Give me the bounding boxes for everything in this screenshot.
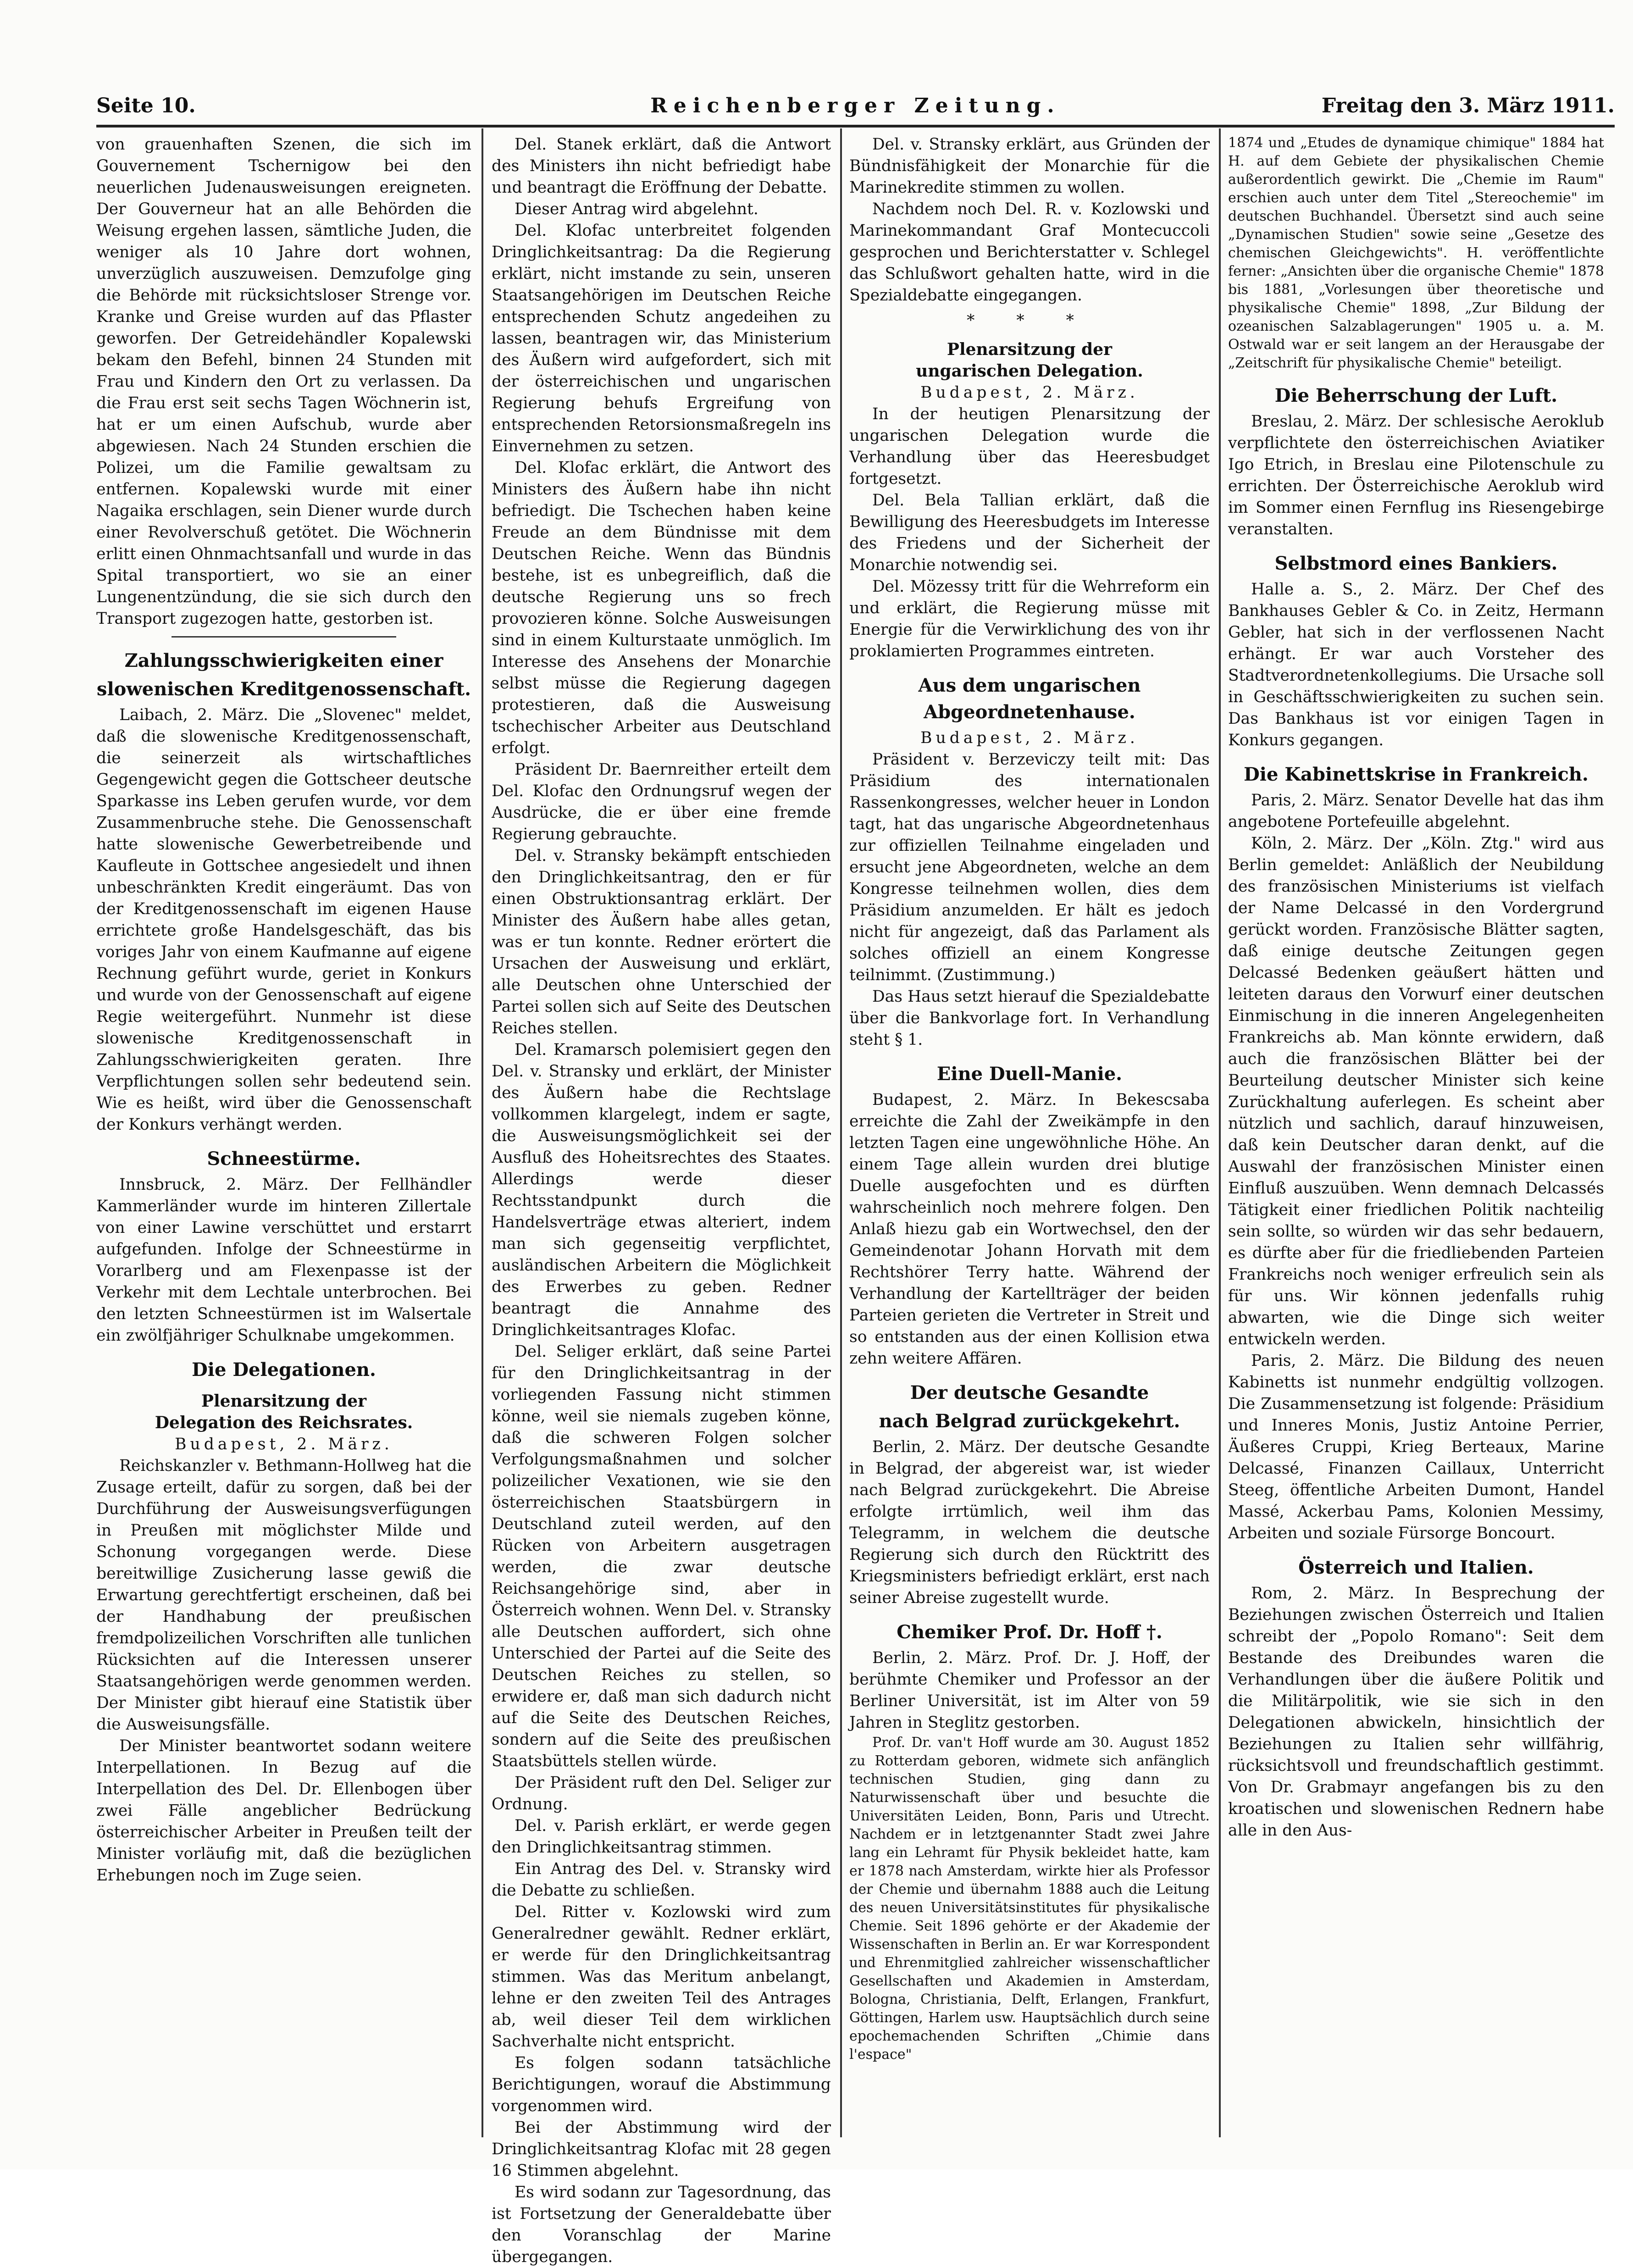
article-paragraph: Budapest, 2. März. In Bekescsaba erreichte die Zahl der Zweikämpfe in den letzten Tagen eine ungewöhnliche Höhe. An einem Tage allein wurden drei blutige Duelle ausgefochten und es dürften wahrscheinlich noch mehrere folgen. Den Anlaß hiezu gab ein Wortwechsel, den der Gemeindenotar Johann Horvath mit dem Rechtshörer Terry hatte. Während der Verhandlung der Kartellträger der beiden Parteien gerieten die Vertreter in Streit und so entstanden aus der einen Kollision etwa zehn weitere Affären. <box>849 1091 1210 1368</box>
article-paragraph: Paris, 2. März. Senator Develle hat das ihm angebotene Portefeuille abgelehnt. <box>1228 791 1604 831</box>
article-paragraph: Der Präsident ruft den Del. Seliger zur Ordnung. <box>492 1774 831 1813</box>
article-paragraph: Dieser Antrag wird abgelehnt. <box>515 200 758 218</box>
headline: Selbstmord eines Bankiers. <box>1274 553 1558 574</box>
article-paragraph: von grauenhaften Szenen, die sich im Gouvernement Tschernigow bei den neuerlichen Judenausweisungen ereigneten. Der Gouverneur hat an alle Behörden die Weisung ergehen lassen, sämtliche Juden, die weniger als 10 Jahre dort wohnen, unverzüglich auszuweisen. Demzufolge ging die Behörde mit rücksichtsloser Strenge vor. Kranke und Greise wurden auf das Pflaster geworfen. Der Getreidehändler Kopalewski bekam den Befehl, binnen 24 Stunden mit Frau und Kindern den Ort zu verlassen. Da die Frau erst seit sechs Tagen Wöchnerin ist, hat er um einen Aufschub, wurde aber abgewiesen. Nach 24 Stunden erschien die Polizei, um die Familie gewaltsam zu entfernen. Kopalewski wurde mit einer Nagaika erschlagen, sein Diener wurde durch einer Revolverschuß getötet. Die Wöchnerin erlitt einen Ohnmachtsanfall und wurde in das Spital transportiert, wo sie an einer Lungenentzündung, die sie sich durch den Transport zugezogen hatte, gestorben ist. <box>96 135 471 628</box>
article-paragraph: Del. Klofac erklärt, die Antwort des Ministers des Äußern habe ihn nicht befriedigt. Die Tschechen haben keine Freude an dem Bündnisse mit dem Deutschen Reiche. Wenn das Bündnis bestehe, ist es unbegreiflich, daß die deutsche Regierung uns so frech provozieren könne. Solche Ausweisungen sind in einem Kulturstaate unmöglich. Im Interesse des Ansehens der Monarchie selbst müsse die Regierung dagegen protestieren, daß die Ausweisung tschechischer Arbeiter aus Deutschland erfolgt. <box>492 459 831 757</box>
article-paragraph: Bei der Abstimmung wird der Dringlichkeitsantrag Klofac mit 28 gegen 16 Stimmen abgelehnt. <box>492 2118 831 2180</box>
column-rule <box>482 128 483 2137</box>
article-paragraph: Rom, 2. März. In Besprechung der Beziehungen zwischen Österreich und Italien schreibt der „Popolo Romano": Seit dem Bestande des Dreibundes waren die Verhandlungen über die äußere Politik und die Militärpolitik, wie sie sich in den Delegationen abwickeln, hinsichtlich der Beziehungen zu Italien sehr willfährig, rücksichtsvoll und freundschaftlich gestimmt. Von Dr. Grabmayr angefangen bis zu den kroatischen und slowenischen Rednern habe alle in den Aus- <box>1228 1584 1604 1840</box>
article-paragraph: Laibach, 2. März. Die „Slovenec" meldet, daß die slowenische Kreditgenossenschaft, die seinerzeit als wirtschaftliches Gegengewicht gegen die Gottscheer deutsche Sparkasse ins Leben gerufen wurde, vor dem Zusammenbruche stehe. Die Genossenschaft hatte slowenische Gewerbetreibende und Kaufleute in Gottschee angesiedelt und ihnen unbeschränkten Kredit eingeräumt. Das von der Kreditgenossenschaft im eigenen Hause errichtete große Handelsgeschäft, das bis voriges Jahr von einem Kaufmanne auf eigene Rechnung geführt wurde, geriet in Konkurs und wurde von der Genossenschaft auf eigene Regie weitergeführt. Nunmehr ist diese slowenische Kreditgenossenschaft in Zahlungsschwierigkeiten geraten. Ihre Verpflichtungen sollen sehr bedeutend sein. Wie es heißt, wird über die Genossenschaft der Konkurs verhängt werden. <box>96 706 471 1134</box>
dateline: Budapest, 2. März. <box>920 383 1139 402</box>
headline: Österreich und Italien. <box>1298 1557 1534 1578</box>
article-paragraph: Halle a. S., 2. März. Der Chef des Bankhauses Gebler & Co. in Zeitz, Hermann Gebler, hat sich in der verflossenen Nacht erhängt. Er war auch Vorsteher des Stadtverordnetenkollegiums. Die Ursache soll in Geschäftsschwierigkeiten zu suchen sein. Das Bankhaus ist vor einigen Tagen in Konkurs gegangen. <box>1228 580 1604 749</box>
article-paragraph: Del. v. Parish erklärt, er werde gegen den Dringlichkeitsantrag stimmen. <box>492 1817 831 1857</box>
headline: Der deutsche Gesandte <box>910 1382 1149 1403</box>
article-paragraph: Prof. Dr. van't Hoff wurde am 30. August 1852 zu Rotterdam geboren, widmete sich anfänglich technischen Studien, ging dann zu Naturwissenschaft über und besuchte die Universitäten Leiden, Bonn, Paris und Utrecht. Nachdem er in letztgenannter Stadt zwei Jahre lang ein Lehramt für Physik bekleidet hatte, kam er 1878 nach Amsterdam, wirkte hier als Professor der Chemie und übernahm 1888 auch die Leitung des neuen Universitätsinstitutes für physikalische Chemie. Seit 1896 gehörte er der Akademie der Wissenschaften in Berlin an. Er war Korrespondent und Ehrenmitglied zahlreicher wissenschaftlicher Gesellschaften und Akademien in Amsterdam, Bologna, Christiania, Delft, Erlangen, Frankfurt, Göttingen, Harlem usw. Hauptsächlich durch seine epochemachenden Schriften „Chimie dans l'espace" <box>849 1735 1210 2063</box>
article-paragraph: Ein Antrag des Del. v. Stransky wird die Debatte zu schließen. <box>492 1860 831 1900</box>
column-4 <box>1228 134 1604 2143</box>
column-2 <box>492 134 831 2266</box>
article-paragraph: Breslau, 2. März. Der schlesische Aeroklub verpflichtete den österreichischen Aviatiker Igo Etrich, in Breslau eine Pilotenschule zu errichten. Der Österreichische Aeroklub wird im Sommer einen Fernflug ins Riesengebirge veranstalten. <box>1228 412 1604 538</box>
headline: Aus dem ungarischen Abgeordnetenhause. <box>918 675 1141 723</box>
article-paragraph: Berlin, 2. März. Der deutsche Gesandte in Belgrad, der abgereist war, ist wieder nach Belgrad zurückgekehrt. Die Abreise erfolgte irrtümlich, weil ihm das Telegramm, in welchem die deutsche Regierung sich durch den Rücktritt des Kriegsministers befriedigt erklärt, erst nach seiner Abreise zugestellt wurde. <box>849 1438 1210 1607</box>
headline: Eine Duell-Manie. <box>936 1063 1123 1085</box>
issue-date: Freitag den 3. März 1911. <box>1321 94 1615 117</box>
article-paragraph: Innsbruck, 2. März. Der Fellhändler Kammerländer wurde im hinteren Zillertale von einer Lawine verschüttet und erstarrt aufgefunden. Infolge der Schneestürme in Vorarlberg und am Flexenpasse ist der Verkehr mit dem Lechtale unterbrochen. Bei den letzten Schneestürmen ist im Walsertale ein zwölfjähriger Schulknabe umgekommen. <box>96 1176 471 1345</box>
article-paragraph: Del. v. Stransky bekämpft entschieden den Dringlichkeitsantrag, den er für einen Obstruktionsantrag erklärt. Der Minister des Äußern habe alles getan, was er tun konnte. Redner erörtert die Ursachen der Ausweisung und erklärt, alle Deutschen ohne Unterschied der Partei sollen sich auf Seite des Deutschen Reiches stellen. <box>492 847 831 1037</box>
article-paragraph: Del. Bela Tallian erklärt, daß die Bewilligung des Heeresbudgets im Interesse des Friedens und der Sicherheit der Monarchie notwendig sei. <box>849 491 1210 574</box>
headline: Die Kabinettskrise in Frankreich. <box>1244 764 1589 785</box>
newspaper-title: Reichenberger Zeitung. <box>650 94 1061 117</box>
subheadline: ungarischen Delegation. <box>916 361 1143 381</box>
article-paragraph: Der Minister beantwortet sodann weitere Interpellationen. In Bezug auf die Interpellation des Del. Dr. Ellenbogen über zwei Fälle angeblicher Bedrückung österreichischer Arbeiter in Preußen teilt der Minister vorläufig mit, daß die bezüglichen Erhebungen noch im Zuge seien. <box>96 1737 471 1885</box>
headline: nach Belgrad zurückgekehrt. <box>879 1410 1180 1432</box>
article-paragraph: Köln, 2. März. Der „Köln. Ztg." wird aus Berlin gemeldet: Anläßlich der Neubildung des französischen Ministeriums ist vielfach der Name Delcassé in den Vordergrund gerückt worden. Französische Blätter sagten, daß einige deutsche Zeitungen gegen Delcassé Bedenken geäußert hätten und leiteten daraus den Vorwurf einer deutschen Einmischung in die inneren Angelegenheiten Frankreichs ab. Man könnte erwidern, daß auch die französischen Blätter bei der Beurteilung deutscher Minister sich keine Zurückhaltung auferlegen. Es scheint aber nützlich und sachlich, darauf hinzuweisen, daß kein Deutscher daran denkt, auf die Auswahl der französischen Minister einen Einfluß auszuüben. Wenn demnach Delcassés Tätigkeit einer friedlichen Politik nachteilig sein sollte, so würden wir das sehr bedauern, es dürfte aber für die friedliebenden Parteien Frankreichs noch weniger erfreulich sein als für uns. Wir können jedenfalls ruhig abwarten, wie die Dinge sich weiter entwickeln werden. <box>1228 834 1604 1348</box>
column-rule <box>1219 128 1221 2137</box>
headline: Chemiker Prof. Dr. Hoff †. <box>897 1621 1162 1643</box>
column-1 <box>96 134 471 2143</box>
article-paragraph: Es folgen sodann tatsächliche Berichtigungen, worauf die Abstimmung vorgenommen wird. <box>492 2054 831 2115</box>
article-paragraph: Del. Klofac unterbreitet folgenden Dringlichkeitsantrag: Da die Regierung erklärt, nicht imstande zu sein, unseren Staatsangehörigen im Deutschen Reiche entsprechenden Schutz angedeihen zu lassen, beantragen wir, das Ministerium des Äußern wird aufgefordert, sich mit der österreichischen und ungarischen Regierung behufs Ergreifung von entsprechenden Retorsionsmaßregeln ins Einvernehmen zu setzen. <box>492 222 831 455</box>
divider <box>172 636 397 638</box>
article-paragraph: Reichskanzler v. Bethmann-Hollweg hat die Zusage erteilt, dafür zu sorgen, daß bei der Durchführung der Ausweisungsverfügungen in Preußen mit möglichster Milde und Schonung vorgegangen werde. Diese bereitwillige Zusicherung lasse gewiß die Erwartung gerechtfertigt erscheinen, daß bei der Handhabung der preußischen fremdpolizeilichen Vorschriften alle tunlichen Rücksichten auf die Interessen unserer Staatsangehörigen werde genommen werden. Der Minister gibt hierauf eine Statistik über die Ausweisungsfälle. <box>96 1457 471 1734</box>
headline: Die Delegationen. <box>192 1359 376 1381</box>
article-paragraph: Del. Mözessy tritt für die Wehrreform ein und erklärt, die Regierung müsse mit Energie für die Verwirklichung des von ihr proklamierten Programmes eintreten. <box>849 577 1210 660</box>
article-paragraph: Nachdem noch Del. R. v. Kozlowski und Marinekommandant Graf Montecuccoli gesprochen und Berichterstatter v. Schlegel das Schlußwort gehalten hatte, wird in die Spezialdebatte eingegangen. <box>849 200 1210 305</box>
article-paragraph: Berlin, 2. März. Prof. Dr. J. Hoff, der berühmte Chemiker und Professor an der Berliner Universität, ist im Alter von 59 Jahren in Steglitz gestorben. <box>849 1649 1210 1732</box>
page-number: Seite 10. <box>96 94 196 117</box>
dateline: Budapest, 2. März. <box>175 1435 393 1453</box>
article-paragraph: Del. Stanek erklärt, daß die Antwort des Ministers ihn nicht befriedigt habe und beantragt die Eröffnung der Debatte. <box>492 135 831 197</box>
headline: Schneestürme. <box>207 1148 361 1170</box>
headline: Zahlungsschwierigkeiten einer <box>124 650 443 671</box>
masthead-rule <box>96 125 1615 128</box>
article-paragraph: Paris, 2. März. Die Bildung des neuen Kabinetts ist nunmehr endgültig vollzogen. Die Zusammensetzung ist folgende: Präsidium und Inneres Monis, Justiz Antoine Perrier, Äußeres Cruppi, Krieg Berteaux, Marine Delcassé, Finanzen Caillaux, Unterricht Steeg, öffentliche Arbeiten Dumont, Handel Massé, Ackerbau Pams, Kolonien Messimy, Arbeiten und soziale Fürsorge Boncourt. <box>1228 1352 1604 1542</box>
subheadline: Plenarsitzung der <box>947 340 1113 359</box>
masthead <box>96 94 1615 126</box>
headline: Die Beherrschung der Luft. <box>1274 385 1558 406</box>
article-paragraph: 1874 und „Etudes de dynamique chimique" 1884 hat H. auf dem Gebiete der physikalischen Chemie außerordentlich gewirkt. Die „Chemie im Raum" erschien auch unter dem Titel „Stereochemie" im deutschen Buchhandel. Übersetzt sind auch seine „Dynamischen Studien" sowie seine „Gesetze des chemischen Gleichgewichts". H. veröffentlichte ferner: „Ansichten über die organische Chemie" 1878 bis 1881, „Vorlesungen über theoretische und physikalische Chemie" 1898, „Zur Bildung der ozeanischen Salzablagerungen" 1905 u. a. M. Ostwald war er seit langem an der Herausgabe der „Zeitschrift für physikalische Chemie" beteiligt. <box>1228 135 1604 371</box>
article-paragraph: Das Haus setzt hierauf die Spezialdebatte über die Bankvorlage fort. In Verhandlung steht § 1. <box>849 987 1210 1049</box>
subheadline: Delegation des Reichsrates. <box>155 1413 413 1432</box>
headline: slowenischen Kreditgenossenschaft. <box>96 678 471 700</box>
article-paragraph: Del. Kramarsch polemisiert gegen den Del. v. Stransky und erklärt, der Minister des Äußern habe die Rechtslage vollkommen klargelegt, indem er sagte, die Ausweisungsmöglichkeit sei der Ausfluß des Hoheitsrechtes des Staates. Allerdings werde dieser Rechtsstandpunkt durch die Handelsverträge etwas alteriert, indem man sich gegenseitig verpflichtet, ausländischen Arbeitern die Möglichkeit des Erwerbes zu geben. Redner beantragt die Annahme des Dringlichkeitsantrages Klofac. <box>492 1041 831 1339</box>
article-paragraph: Del. v. Stransky erklärt, aus Gründen der Bündnisfähigkeit der Monarchie für die Marinekredite stimmen zu wollen. <box>849 135 1210 197</box>
column-3 <box>849 134 1210 2143</box>
article-paragraph: Präsident Dr. Baernreither erteilt dem Del. Klofac den Ordnungsruf wegen der Ausdrücke, die er über eine fremde Regierung gebrauchte. <box>492 760 831 843</box>
article-paragraph: Del. Ritter v. Kozlowski wird zum Generalredner gewählt. Redner erklärt, er werde für den Dringlichkeitsantrag stimmen. Was das Meritum anbelangt, lehne er den zweiten Teil des Antrages ab, weil dieser Teil dem wirklichen Sachverhalte nicht entspricht. <box>492 1903 831 2051</box>
dateline: Budapest, 2. März. <box>920 729 1139 747</box>
article-paragraph: Präsident v. Berzeviczy teilt mit: Das Präsidium des internationalen Rassenkongresses, welcher heuer in London tagt, hat das ungarische Abgeordnetenhaus zur offiziellen Teilnahme eingeladen und ersucht jene Abgeordneten, welche an dem Kongresse teilnehmen wollen, dies dem Präsidium anzumelden. Er hält es jedoch nicht für angezeigt, daß das Parlament als solches offiziell an einem Kongresse teilnimmt. (Zustimmung.) <box>849 750 1210 984</box>
column-rule <box>840 128 842 2137</box>
article-paragraph: Del. Seliger erklärt, daß seine Partei für den Dringlichkeitsantrag in der vorliegenden Fassung nicht stimmen könne, weil sie niemals zugeben könne, daß die schweren Folgen solcher Verfolgungsmaßnahmen und solcher polizeilicher Vexationen, wie sie den österreichischen Staatsbürgern in Deutschland zuteil werden, auf den Rücken von Arbeitern ausgetragen werden, die zwar deutsche Reichsangehörige sind, aber in Österreich wohnen. Wenn Del. v. Stransky alle Deutschen auffordert, sich ohne Unterschied der Partei auf die Seite des Deutschen Reiches zu stellen, so erwidere er, daß man sich dadurch nicht auf die Seite des Deutschen Reiches, sondern auf die Seite des preußischen Staatsbüttels stellen würde. <box>492 1342 831 1770</box>
article-paragraph: Es wird sodann zur Tagesordnung, das ist Fortsetzung der Generaldebatte über den Voranschlag der Marine übergegangen. <box>492 2183 831 2266</box>
subheadline: Plenarsitzung der <box>201 1392 367 1411</box>
article-paragraph: In der heutigen Plenarsitzung der ungarischen Delegation wurde die Verhandlung über das Heeresbudget fortgesetzt. <box>849 405 1210 488</box>
section-separator: * * * <box>967 311 1092 330</box>
